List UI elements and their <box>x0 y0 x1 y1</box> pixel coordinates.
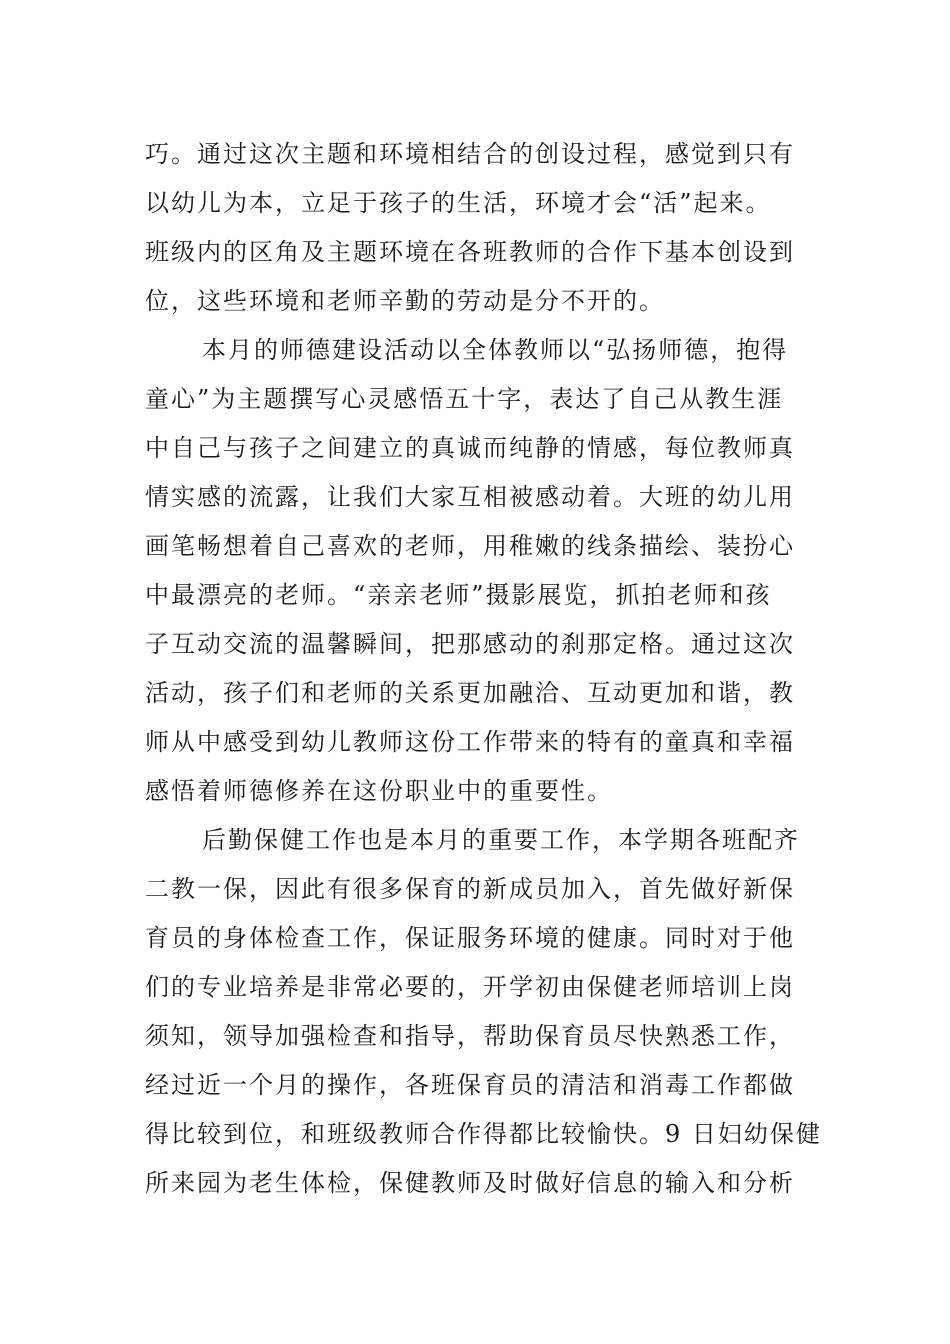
paragraph-first-line: 本月的师德建设活动以全体教师以“弘扬师德，抱得 <box>202 336 789 364</box>
body-text <box>145 130 822 1208</box>
text-line: 班级内的区角及主题环境在各班教师的合作下基本创设到 <box>145 238 795 266</box>
text-line: 师从中感受到幼儿教师这份工作带来的特有的童真和幸福 <box>145 728 795 756</box>
text-line: 经过近一个月的操作，各班保育员的清洁和消毒工作都做 <box>145 1071 795 1099</box>
text-line: 巧。通过这次主题和环境相结合的创设过程，感觉到只有 <box>145 140 795 168</box>
text-line: 须知，领导加强检查和指导，帮助保育员尽快熟悉工作， <box>145 1022 795 1050</box>
text-line: 子互动交流的温馨瞬间，把那感动的刹那定格。通过这次 <box>145 630 795 658</box>
paragraph-first-line: 后勤保健工作也是本月的重要工作，本学期各班配齐 <box>202 826 800 854</box>
text-line: 们的专业培养是非常必要的，开学初由保健老师培训上岗 <box>145 973 795 1001</box>
text-line: 童心”为主题撰写心灵感悟五十字，表达了自己从教生涯 <box>145 385 784 413</box>
text-line: 情实感的流露，让我们大家互相被感动着。大班的幼儿用 <box>145 483 795 511</box>
text-line: 育员的身体检查工作，保证服务环境的健康。同时对于他 <box>145 924 795 952</box>
text-line: 以幼儿为本，立足于孩子的生活，环境才会“活”起来。 <box>145 189 772 217</box>
text-line: 所来园为老生体检，保健教师及时做好信息的输入和分析 <box>145 1169 795 1197</box>
text-line: 中自己与孩子之间建立的真诚而纯静的情感，每位教师真 <box>145 434 795 462</box>
text-line: 画笔畅想着自己喜欢的老师，用稚嫩的线条描绘、装扮心 <box>145 532 795 560</box>
text-line: 感悟着师德修养在这份职业中的重要性。 <box>145 777 613 805</box>
text-line: 得比较到位，和班级教师合作得都比较愉快。9 日妇幼保健 <box>145 1120 822 1148</box>
text-line: 二教一保，因此有很多保育的新成员加入，首先做好新保 <box>145 875 795 903</box>
text-line: 位，这些环境和老师辛勤的劳动是分不开的。 <box>145 287 665 315</box>
text-line: 中最漂亮的老师。“亲亲老师”摄影展览，抓拍老师和孩 <box>145 581 772 609</box>
text-line: 活动，孩子们和老师的关系更加融洽、互动更加和谐，教 <box>145 679 795 707</box>
